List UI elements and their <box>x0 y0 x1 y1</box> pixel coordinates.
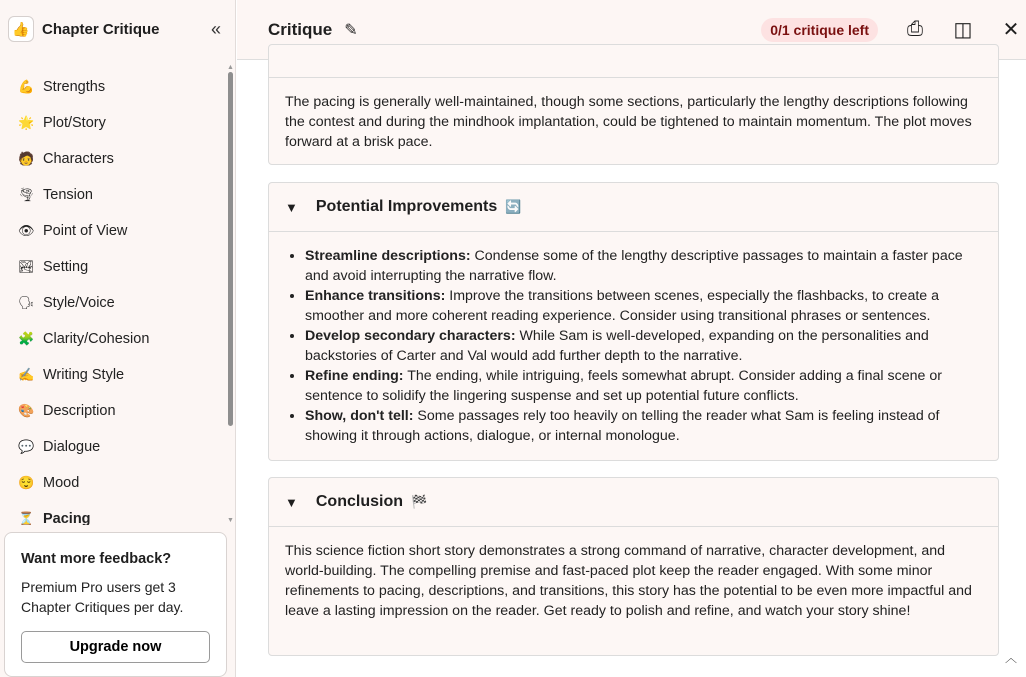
scroll-to-top-button[interactable]: ︿ <box>1001 648 1021 668</box>
section-emoji-icon: ⏳ <box>18 511 35 525</box>
improvements-list <box>285 246 982 446</box>
upgrade-button[interactable]: Upgrade now <box>21 631 210 663</box>
improvement-item <box>305 286 982 326</box>
improvements-title: Potential Improvements <box>315 198 498 215</box>
sidebar-item-label: Plot/Story <box>43 115 106 131</box>
sidebar-item-strengths[interactable] <box>0 69 226 105</box>
sidebar-item-label: Point of View <box>43 223 128 239</box>
sidebar-item-style-voice[interactable] <box>0 285 226 321</box>
improvement-item <box>305 406 982 446</box>
improvement-heading: Show, don't tell: <box>305 408 414 424</box>
improvement-item <box>305 326 982 366</box>
sidebar-item-plot-story[interactable] <box>0 105 226 141</box>
sidebar-item-point-of-view[interactable] <box>0 213 226 249</box>
sidebar-item-setting[interactable] <box>0 249 226 285</box>
sidebar-item-label: Tension <box>43 187 93 203</box>
sidebar-scrollbar[interactable] <box>227 64 235 524</box>
sidebar-item-label: Characters <box>43 151 114 167</box>
sidebar-item-label: Description <box>43 403 116 419</box>
critique-count-badge: 0/1 critique left <box>761 18 878 42</box>
scroll-down-arrow-icon[interactable]: ▼ <box>227 517 234 524</box>
section-emoji-icon: 🗣 <box>18 295 35 310</box>
sidebar-item-writing-style[interactable] <box>0 357 226 393</box>
section-emoji-icon: 👁 <box>18 223 35 238</box>
improvement-item <box>305 246 982 286</box>
improvement-text: The ending, while intriguing, feels somewhat abrupt. Consider adding a final scene or sentence to solidify the lingering suspense and set up potential future conflicts. <box>305 368 942 404</box>
promo-text: Premium Pro users get 3 Chapter Critiques per day. <box>21 579 184 615</box>
sidebar-item-label: Pacing <box>43 511 91 525</box>
sidebar-item-dialogue[interactable] <box>0 429 226 465</box>
section-nav <box>0 69 226 525</box>
collapse-sidebar-icon[interactable]: « <box>210 18 221 39</box>
section-emoji-icon: 🎨 <box>18 403 35 418</box>
page-title: Critique <box>268 19 333 39</box>
scroll-up-arrow-icon[interactable]: ▲ <box>227 64 234 71</box>
sidebar-header <box>8 14 225 44</box>
sidebar <box>0 0 236 677</box>
improvement-heading: Enhance transitions: <box>305 288 446 304</box>
conclusion-card <box>268 477 999 656</box>
upgrade-promo <box>4 532 227 677</box>
sidebar-item-pacing[interactable] <box>0 501 226 525</box>
close-icon[interactable]: ✕ <box>1002 19 1020 41</box>
side-panel-icon[interactable]: ◫ <box>953 19 973 41</box>
sidebar-item-label: Writing Style <box>43 367 125 383</box>
thumbs-up-icon: 👍 <box>8 16 34 42</box>
section-emoji-icon: 🧩 <box>18 331 35 346</box>
improvement-item <box>305 366 982 406</box>
sidebar-item-clarity-cohesion[interactable] <box>0 321 226 357</box>
improvement-heading: Develop secondary characters: <box>305 328 516 344</box>
sidebar-item-label: Setting <box>43 259 89 275</box>
sidebar-item-tension[interactable] <box>0 177 226 213</box>
sidebar-item-label: Mood <box>43 475 80 491</box>
improvement-text: While Sam is well-developed, expanding on the personalities and backstories of Carter and Val would add further depth to the narrative. <box>305 328 929 364</box>
improvements-header[interactable] <box>269 183 998 232</box>
sidebar-item-label: Clarity/Cohesion <box>43 331 150 347</box>
sidebar-item-mood[interactable] <box>0 465 226 501</box>
app-title: Chapter Critique <box>42 20 160 38</box>
sidebar-item-label: Style/Voice <box>43 295 115 311</box>
section-emoji-icon: 🏞 <box>18 259 35 274</box>
section-emoji-icon: ✍ <box>18 367 35 382</box>
print-icon[interactable]: ⎙ <box>907 18 923 40</box>
conclusion-title: Conclusion <box>315 493 403 510</box>
pacing-text: The pacing is generally well-maintained, though some sections, particularly the lengthy descriptions following the contest and during the mindhook implantation, could be tightened to maintain momentum. The plot moves forward at a brisk pace. <box>285 94 972 150</box>
improvement-heading: Refine ending: <box>305 368 404 384</box>
improvement-text: Some passages rely too heavily on telling the reader what Sam is feeling instead of showing it through actions, dialogue, or internal monologue. <box>305 408 940 444</box>
conclusion-text: This science fiction short story demonstrates a strong command of narrative, character development, and world-building. The compelling premise and fast-paced plot keep the reader engaged. With some minor refinements to pacing, descriptions, and transitions, this story has the potential to be even more impactful and leave a lasting impression on the reader. Get ready to polish and refine, and watch your story shine! <box>285 543 972 619</box>
improvement-heading: Streamline descriptions: <box>305 248 471 264</box>
section-emoji-icon: 💪 <box>18 79 35 94</box>
improvement-text: Condense some of the lengthy descriptive passages to maintain a faster pace and avoid interrupting the narrative flow. <box>305 248 963 284</box>
sidebar-item-label: Strengths <box>43 79 106 95</box>
sidebar-item-characters[interactable] <box>0 141 226 177</box>
caret-down-icon: ▼ <box>285 199 298 215</box>
section-emoji-icon: 🧑 <box>18 151 35 166</box>
improvements-card <box>268 182 999 461</box>
section-emoji-icon: 💬 <box>18 439 35 454</box>
refresh-emoji-icon: 🔄 <box>505 199 522 214</box>
section-emoji-icon: 😌 <box>18 475 35 490</box>
scrollbar-thumb[interactable] <box>228 72 233 426</box>
pencil-icon[interactable]: ✎ <box>344 21 358 39</box>
caret-down-icon: ▼ <box>285 494 298 510</box>
promo-title: Want more feedback? <box>21 551 172 567</box>
sidebar-item-label: Dialogue <box>43 439 101 455</box>
pacing-card <box>268 44 999 165</box>
sidebar-item-description[interactable] <box>0 393 226 429</box>
improvement-text: Improve the transitions between scenes, especially the flashbacks, to create a smoother and more coherent reading experience. Consider using transitional phrases or sentences. <box>305 288 940 324</box>
section-emoji-icon: 🌟 <box>18 115 35 130</box>
checkered-flag-icon: 🏁 <box>410 494 428 509</box>
pacing-card-header[interactable] <box>269 45 998 78</box>
section-emoji-icon: 🌪 <box>18 187 35 202</box>
conclusion-header[interactable] <box>269 478 998 527</box>
